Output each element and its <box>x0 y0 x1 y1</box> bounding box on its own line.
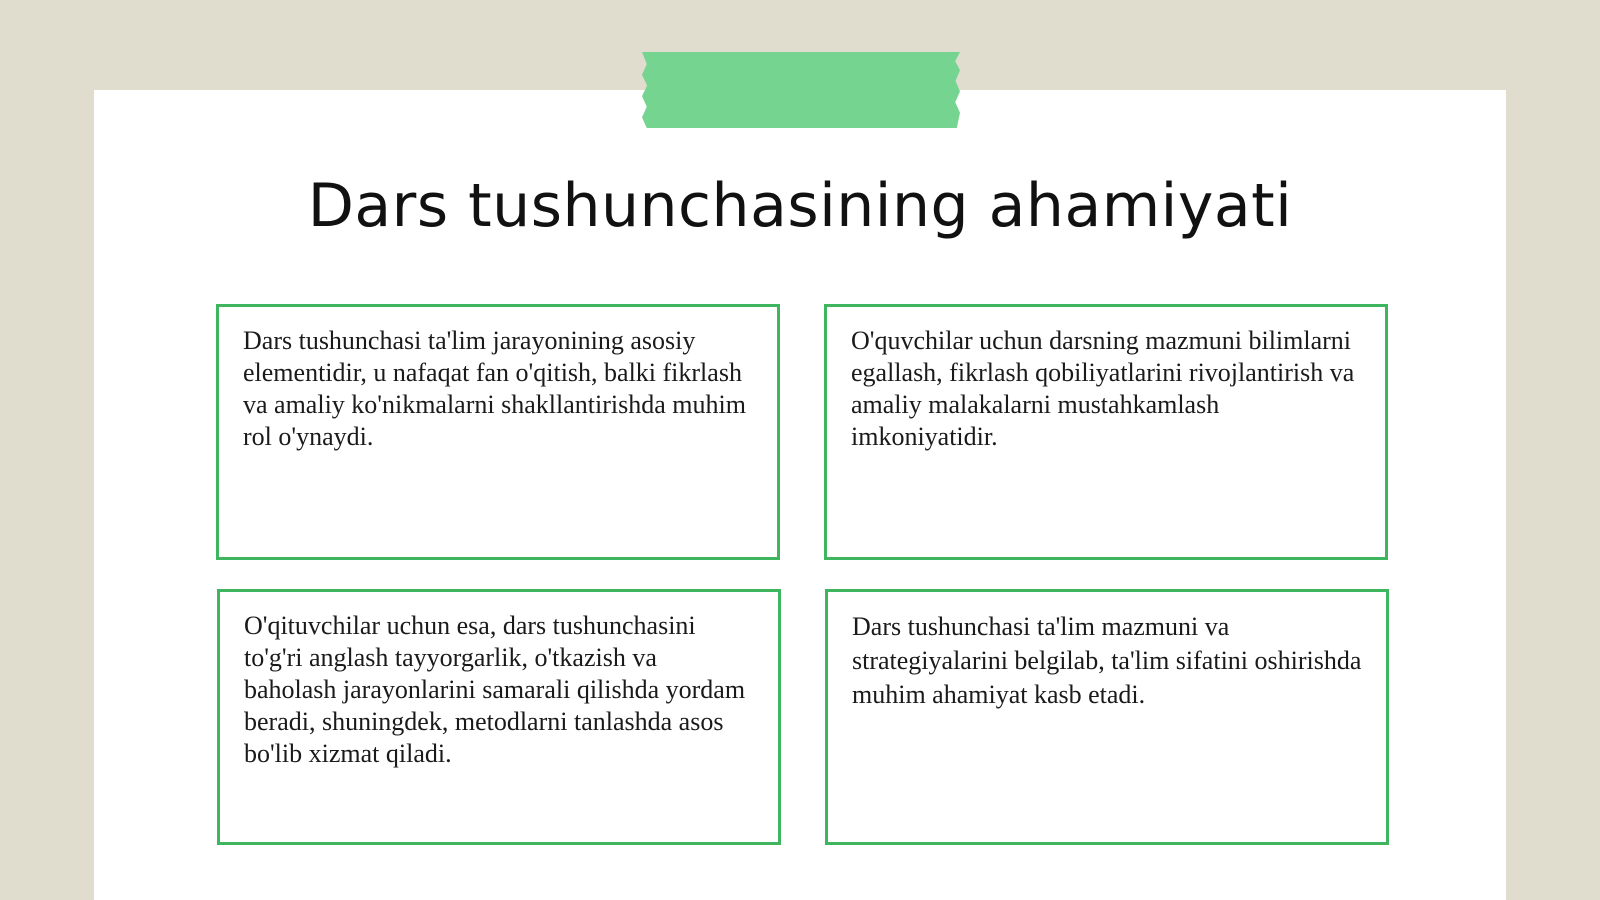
card-text: O'qituvchilar uchun esa, dars tushunchasini to'g'ri anglash tayyorgarlik, o'tkazish va baholash jarayonlarini samarali qilishda yordam beradi, shuningdek, metodlarni tanlashda asos bo'lib xizmat qiladi. <box>244 611 746 768</box>
text-card-4 <box>825 589 1389 845</box>
decorative-tape <box>642 52 960 128</box>
text-card-2 <box>824 304 1388 560</box>
card-text: O'quvchilar uchun darsning mazmuni bilimlarni egallash, fikrlash qobiliyatlarini rivojlantirish va amaliy malakalarni mustahkamlash imkoniyatidir. <box>851 326 1355 451</box>
card-text: Dars tushunchasi ta'lim jarayonining asosiy elementidir, u nafaqat fan o'qitish, balki fikrlash va amaliy ko'nikmalarni shakllantirishda muhim rol o'ynaydi. <box>243 326 746 451</box>
slide-title: Dars tushunchasining ahamiyati <box>307 171 1293 241</box>
text-card-3 <box>217 589 781 845</box>
text-card-1 <box>216 304 780 560</box>
card-text: Dars tushunchasi ta'lim mazmuni va strategiyalarini belgilab, ta'lim sifatini oshirishda muhim ahamiyat kasb etadi. <box>852 612 1362 709</box>
